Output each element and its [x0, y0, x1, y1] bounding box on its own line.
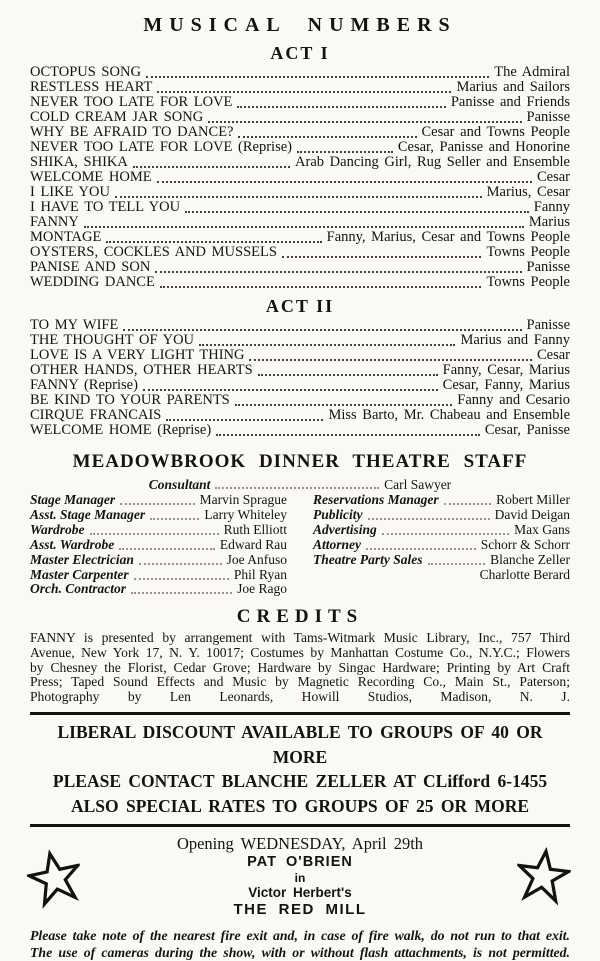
- staff-name: Charlotte Berard: [479, 566, 570, 582]
- act-2-heading: ACT II: [265, 296, 335, 316]
- staff-row: [30, 508, 287, 523]
- dot-leader: [84, 215, 524, 228]
- staff-name: Phil Ryan: [233, 566, 287, 582]
- staff-role: Orch. Contractor: [30, 581, 127, 597]
- staff-name: David Deigan: [494, 506, 570, 522]
- discount-line: LIBERAL DISCOUNT AVAILABLE TO GROUPS OF 40 OR MORE: [57, 722, 543, 767]
- staff-name: Joe Rago: [237, 581, 287, 597]
- staff-name: Robert Miller: [496, 492, 570, 507]
- song-row: [30, 318, 570, 333]
- song-row: [30, 260, 570, 275]
- credits-paragraph: FANNY is presented by arrangement with Tams-Witmark Music Library, Inc., 757 Third Avenue, New York 17, N. Y. 10017; Costumes by Manhattan Costume Co., N.Y.C.; Flowers by Chesney the Florist, Cedar Grove; Hardware by Singac Hardware; Printing by Art Craft Press; Taped Sound Effects and Music by Magnetic Recording Co., Main St., Paterson; Photography by Len Leonards, Howill Studios, Madison, N. J.: [30, 630, 570, 704]
- staff-heading: MEADOWBROOK DINNER THEATRE STAFF: [72, 451, 528, 472]
- staff-role: Attorney: [313, 536, 362, 552]
- staff-name: Ruth Elliott: [223, 521, 287, 537]
- song-row: [30, 155, 570, 170]
- opening-announcement: [30, 833, 570, 919]
- opening-date: Opening WEDNESDAY, April 29th: [176, 834, 424, 854]
- staff-row: [30, 553, 287, 568]
- dot-leader: [90, 523, 219, 535]
- staff-name: Blanche Zeller: [490, 551, 570, 567]
- song-title: RESTLESS HEART: [30, 79, 153, 95]
- dot-leader: [216, 423, 480, 436]
- dot-leader: [318, 568, 475, 580]
- song-performers: Cesar, Fanny, Marius: [442, 377, 570, 393]
- act-2-section: [30, 295, 570, 438]
- star-icon: [23, 844, 88, 912]
- song-row: [30, 348, 570, 363]
- staff-row: [313, 568, 570, 583]
- song-performers: Miss Barto, Mr. Chabeau and Ensemble: [328, 407, 570, 423]
- song-row: [30, 378, 570, 393]
- author-line: Victor Herbert's: [248, 885, 352, 901]
- star-icon: [513, 844, 574, 908]
- song-title: NEVER TOO LATE FOR LOVE: [30, 94, 233, 110]
- song-row: [30, 80, 570, 95]
- act-1-heading: ACT I: [270, 43, 330, 63]
- song-title: CIRQUE FRANCAIS: [30, 407, 162, 423]
- dot-leader: [237, 95, 445, 108]
- dot-leader: [297, 140, 393, 153]
- dot-leader: [106, 230, 321, 243]
- song-performers: Panisse and Friends: [450, 94, 570, 110]
- song-performers: Towns People: [486, 274, 570, 290]
- staff-row: [30, 538, 287, 553]
- staff-role: Stage Manager: [30, 492, 116, 507]
- song-performers: Panisse: [526, 109, 570, 125]
- dot-leader: [249, 348, 532, 361]
- song-row: [30, 245, 570, 260]
- staff-name: Edward Rau: [219, 536, 287, 552]
- song-title: SHIKA, SHIKA: [30, 154, 128, 170]
- song-title: FANNY: [30, 214, 79, 230]
- act-2-song-list: [30, 318, 570, 438]
- song-performers: Marius: [528, 214, 570, 230]
- song-row: [30, 110, 570, 125]
- song-title: MONTAGE: [30, 229, 102, 245]
- fire-exit-notice: [30, 928, 570, 961]
- dot-leader: [428, 553, 486, 565]
- song-title: TO MY WIFE: [30, 317, 119, 333]
- song-title: WELCOME HOME: [30, 169, 152, 185]
- song-performers: Fanny: [533, 199, 570, 215]
- headliner-name: PAT O'BRIEN: [247, 854, 353, 871]
- song-title: I HAVE TO TELL YOU: [30, 199, 181, 215]
- dot-leader: [115, 185, 482, 198]
- act-1-section: [30, 42, 570, 290]
- staff-role: Asst. Stage Manager: [30, 506, 146, 522]
- staff-role: Publicity: [313, 506, 363, 522]
- staff-column-right: [313, 493, 570, 597]
- dot-leader: [235, 393, 453, 406]
- song-performers: Fanny, Marius, Cesar and Towns People: [326, 229, 570, 245]
- song-performers: Fanny and Cesario: [457, 392, 570, 408]
- song-row: [30, 170, 570, 185]
- song-performers: Arab Dancing Girl, Rug Seller and Ensemble: [295, 154, 570, 170]
- song-row: [30, 333, 570, 348]
- song-title: BE KIND TO YOUR PARENTS: [30, 392, 230, 408]
- staff-name: Larry Whiteley: [204, 506, 287, 522]
- staff-role: Theatre Party Sales: [313, 551, 423, 567]
- song-title: WEDDING DANCE: [30, 274, 155, 290]
- staff-row: [30, 568, 287, 583]
- staff-name: Marvin Sprague: [199, 492, 287, 507]
- staff-row: [313, 553, 570, 568]
- dot-leader: [150, 508, 199, 520]
- song-row: [30, 230, 570, 245]
- song-row: [30, 185, 570, 200]
- song-performers: Cesar and Towns People: [421, 124, 570, 140]
- credits-section: [30, 605, 570, 704]
- fire-notice-line: Please take note of the nearest fire exit and, in case of fire walk, do not run to that exit.: [30, 928, 570, 944]
- staff-row: [30, 582, 287, 597]
- staff-consultant-row: [149, 477, 451, 492]
- song-title: PANISE AND SON: [30, 259, 151, 275]
- song-row: [30, 125, 570, 140]
- dot-leader: [160, 275, 482, 288]
- staff-role: Reservations Manager: [313, 492, 439, 507]
- song-row: [30, 408, 570, 423]
- dot-leader: [238, 125, 416, 138]
- staff-row: [313, 508, 570, 523]
- song-title: NEVER TOO LATE FOR LOVE (Reprise): [30, 139, 292, 155]
- staff-columns: [30, 493, 570, 597]
- dot-leader: [131, 582, 232, 594]
- discount-line: PLEASE CONTACT BLANCHE ZELLER AT CLifford 6-1455: [52, 771, 548, 792]
- staff-role: Asst. Wardrobe: [30, 536, 115, 552]
- song-row: [30, 65, 570, 80]
- song-performers: Cesar, Panisse: [484, 422, 570, 438]
- song-row: [30, 275, 570, 290]
- staff-role: Master Electrician: [30, 551, 134, 567]
- discount-notice: [30, 712, 570, 827]
- page-title: MUSICAL NUMBERS: [143, 14, 457, 36]
- song-performers: Cesar: [536, 169, 570, 185]
- credits-heading: CREDITS: [236, 606, 364, 628]
- song-performers: Fanny, Cesar, Marius: [442, 362, 570, 378]
- dot-leader: [185, 200, 529, 213]
- song-title: COLD CREAM JAR SONG: [30, 109, 204, 125]
- song-performers: Cesar, Panisse and Honorine: [397, 139, 570, 155]
- dot-leader: [208, 110, 521, 123]
- song-performers: Panisse: [526, 317, 570, 333]
- song-performers: Marius and Sailors: [456, 79, 570, 95]
- song-title: FANNY (Reprise): [30, 377, 138, 393]
- staff-role: Consultant: [148, 477, 211, 492]
- discount-line: ALSO SPECIAL RATES TO GROUPS OF 25 OR MORE: [70, 795, 529, 816]
- connector-word: in: [294, 871, 306, 886]
- staff-name: Schorr & Schorr: [480, 536, 570, 552]
- dot-leader: [166, 408, 323, 421]
- staff-column-left: [30, 493, 287, 597]
- dot-leader: [119, 538, 215, 550]
- dot-leader: [133, 155, 290, 168]
- dot-leader: [134, 568, 229, 580]
- dot-leader: [157, 80, 451, 93]
- song-title: WELCOME HOME (Reprise): [30, 422, 212, 438]
- next-show-title: THE RED MILL: [233, 901, 367, 919]
- staff-section: [30, 450, 570, 597]
- song-title: THE THOUGHT OF YOU: [30, 332, 195, 348]
- act-1-song-list: [30, 65, 570, 290]
- dot-leader: [157, 170, 532, 183]
- dot-leader: [282, 245, 482, 258]
- song-performers: The Admiral: [494, 64, 570, 80]
- dot-leader: [143, 378, 438, 391]
- song-row: [30, 215, 570, 230]
- camera-notice-line: The use of cameras during the show, with or without flash attachments, is not permitted.: [30, 944, 570, 960]
- dot-leader: [368, 508, 490, 520]
- song-row: [30, 200, 570, 215]
- song-row: [30, 140, 570, 155]
- staff-row: [313, 493, 570, 508]
- song-performers: Marius, Cesar: [486, 184, 570, 200]
- dot-leader: [146, 65, 489, 78]
- song-performers: Cesar: [536, 347, 570, 363]
- song-row: [30, 95, 570, 110]
- staff-row: [313, 523, 570, 538]
- staff-row: [30, 493, 287, 508]
- staff-row: [30, 523, 287, 538]
- dot-leader: [120, 493, 195, 505]
- staff-role: Wardrobe: [30, 521, 85, 537]
- staff-row: [313, 538, 570, 553]
- dot-leader: [123, 318, 521, 331]
- song-performers: Towns People: [486, 244, 570, 260]
- dot-leader: [155, 260, 521, 273]
- song-title: OYSTERS, COCKLES AND MUSSELS: [30, 244, 277, 260]
- song-title: WHY BE AFRAID TO DANCE?: [30, 124, 234, 140]
- dot-leader: [215, 477, 379, 489]
- dot-leader: [382, 523, 509, 535]
- song-title: I LIKE YOU: [30, 184, 110, 200]
- song-title: LOVE IS A VERY LIGHT THING: [30, 347, 245, 363]
- staff-role: Master Carpenter: [30, 566, 129, 582]
- song-performers: Marius and Fanny: [460, 332, 570, 348]
- dot-leader: [139, 553, 222, 565]
- dot-leader: [258, 363, 438, 376]
- staff-name: Max Gans: [514, 521, 570, 537]
- staff-name: Joe Anfuso: [226, 551, 287, 567]
- song-title: OTHER HANDS, OTHER HEARTS: [30, 362, 253, 378]
- dot-leader: [366, 538, 476, 550]
- song-row: [30, 363, 570, 378]
- song-title: OCTOPUS SONG: [30, 64, 141, 80]
- song-row: [30, 423, 570, 438]
- staff-role: Advertising: [313, 521, 377, 537]
- dot-leader: [199, 333, 455, 346]
- song-performers: Panisse: [526, 259, 570, 275]
- song-row: [30, 393, 570, 408]
- dot-leader: [444, 493, 491, 505]
- staff-name: Carl Sawyer: [384, 477, 452, 492]
